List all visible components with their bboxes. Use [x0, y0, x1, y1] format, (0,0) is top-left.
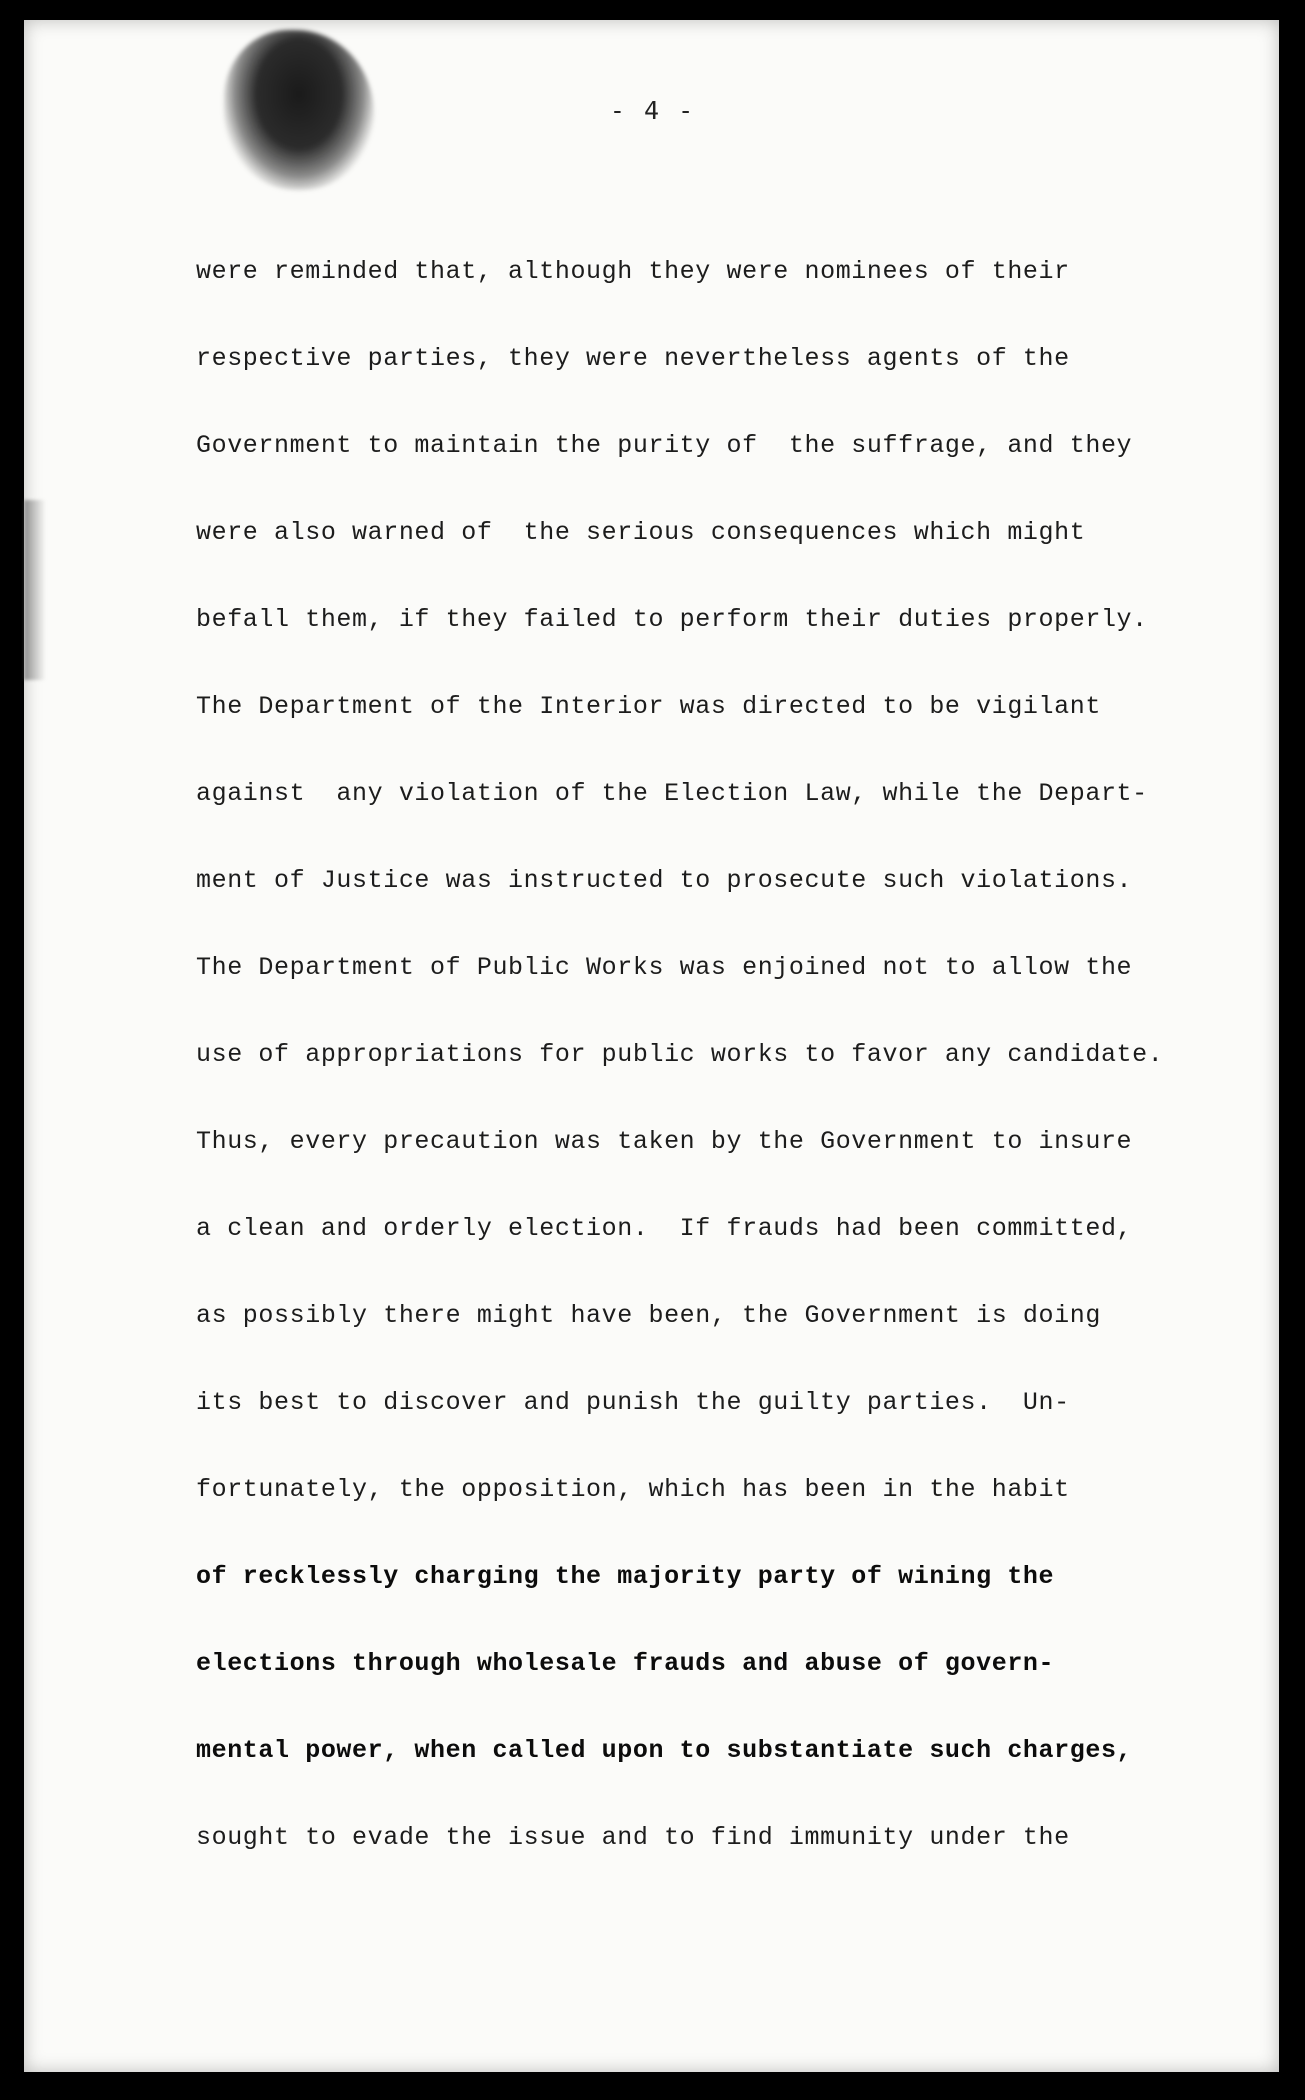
text-line: respective parties, they were nevertheless agents of the — [196, 344, 1070, 373]
text-line: ment of Justice was instructed to prosecute such violations. — [196, 866, 1133, 895]
text-line: The Department of Public Works was enjoined not to allow the — [196, 953, 1133, 982]
text-line: elections through wholesale frauds and abuse of govern- — [196, 1649, 1055, 1678]
margin-smudge — [24, 500, 46, 680]
text-line: were also warned of the serious consequences which might — [196, 518, 1086, 547]
text-line: mental power, when called upon to substantiate such charges, — [196, 1736, 1133, 1765]
text-line: fortunately, the opposition, which has been in the habit — [196, 1475, 1070, 1504]
text-line: were reminded that, although they were nominees of their — [196, 257, 1070, 286]
text-line: a clean and orderly election. If frauds had been committed, — [196, 1214, 1133, 1243]
text-line: use of appropriations for public works to favor any candidate. — [196, 1040, 1164, 1069]
body-text — [196, 252, 1196, 1905]
page-number: - 4 - — [609, 96, 696, 125]
text-line: of recklessly charging the majority party of wining the — [196, 1562, 1055, 1591]
text-line: against any violation of the Election Law, while the Depart- — [196, 779, 1148, 808]
text-line: sought to evade the issue and to find immunity under the — [196, 1823, 1070, 1852]
text-line: befall them, if they failed to perform their duties properly. — [196, 605, 1148, 634]
text-line: The Department of the Interior was directed to be vigilant — [196, 692, 1101, 721]
text-line: its best to discover and punish the guilty parties. Un- — [196, 1388, 1070, 1417]
text-line: Thus, every precaution was taken by the Government to insure — [196, 1127, 1133, 1156]
text-line: as possibly there might have been, the Government is doing — [196, 1301, 1101, 1330]
text-line: Government to maintain the purity of the suffrage, and they — [196, 431, 1133, 460]
